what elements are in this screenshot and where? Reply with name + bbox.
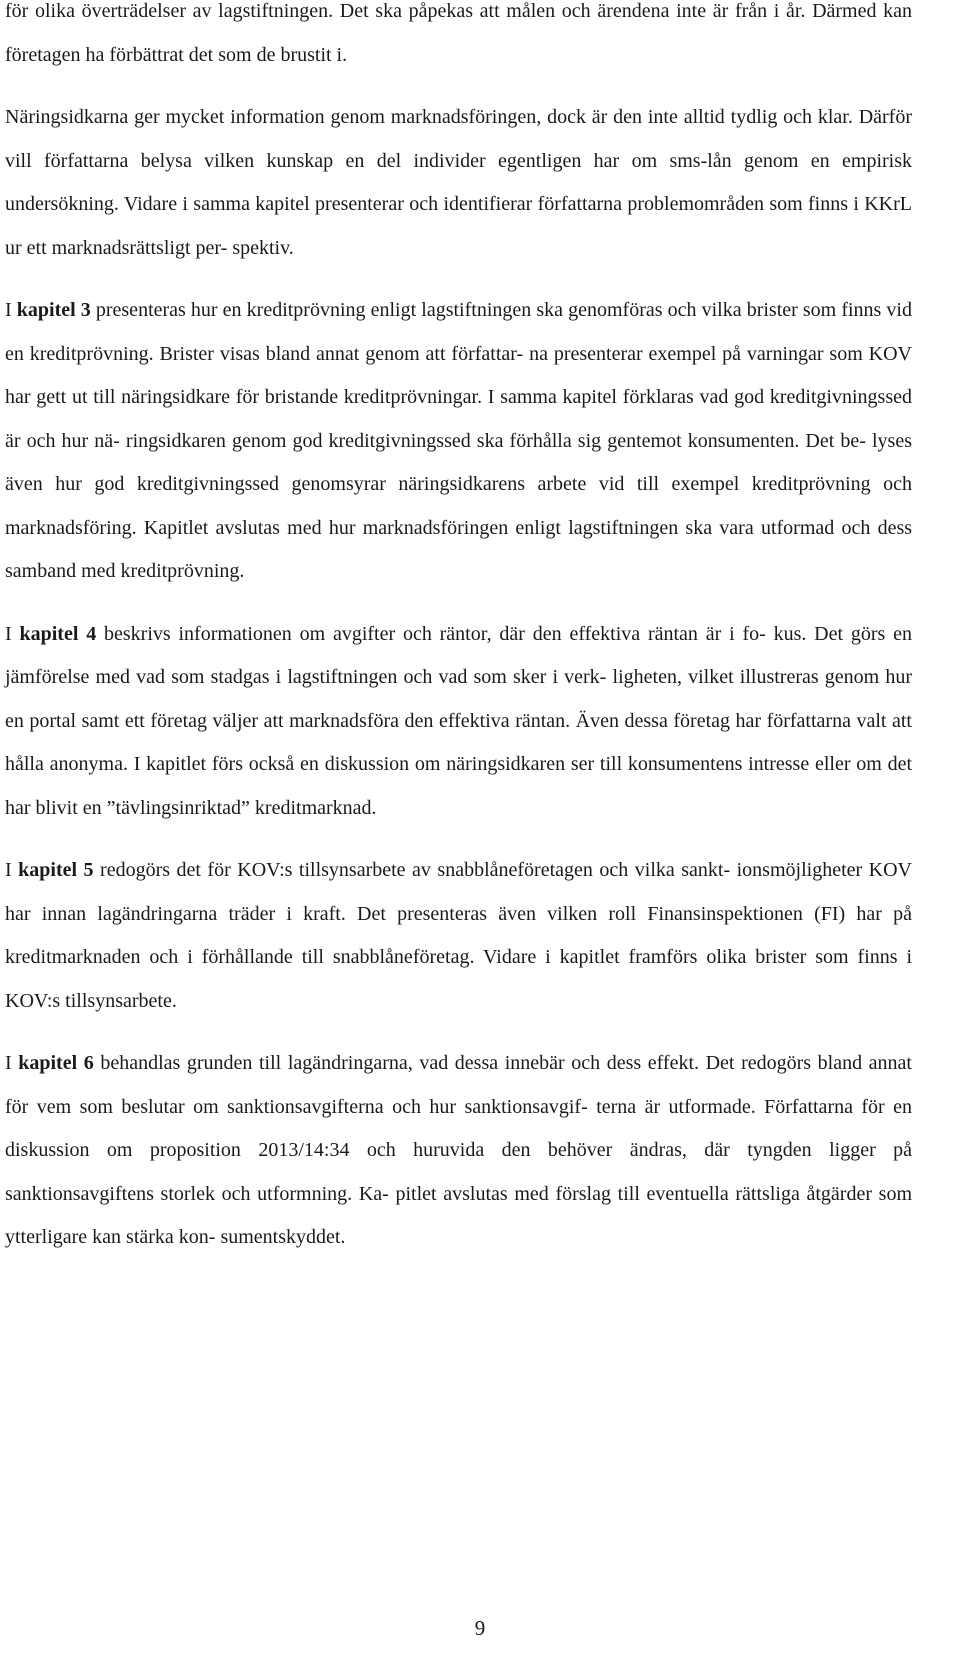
text-line: en ”tävlingsinriktad” kreditmarknad.: [82, 796, 377, 819]
text-fragment: I: [5, 859, 19, 881]
text-line: kreditprövningar. I samma kapitel förklaras vad god kreditgivningssed är och hur nä-: [5, 386, 912, 452]
text-line: för olika överträdelser av lagstiftningen. Det ska påpekas att målen och ärendena inte är: [5, 0, 729, 22]
text-line: Näringsidkarna ger mycket information genom marknadsföringen, dock är den inte alltid: [5, 106, 725, 128]
text-line: också en diskussion om näringsidkaren ser till konsumentens intresse eller om det har blivit: [5, 753, 913, 819]
text-fragment: beskrivs informationen om avgifter och räntor, där den effektiva räntan är i fo-: [96, 622, 766, 645]
text-line: Vidare i kapitlet framförs olika brister som finns i KOV:s tillsynsarbete.: [5, 946, 913, 1012]
text-line: roll Finansinspektionen (FI) har på kreditmarknaden och i förhållande till snabblåneföretag.: [5, 902, 913, 968]
chapter-reference: kapitel 4: [19, 622, 97, 645]
page-number: 9: [474, 1616, 486, 1640]
text-line: terna är utformade. Författarna för en diskussion om proposition 2013/14:34 och huruvida: [5, 1095, 913, 1161]
text-line: redogörs bland annat för vem som beslutar om sanktionsavgifterna och hur sanktionsavgif-: [5, 1052, 912, 1118]
chapter-reference: kapitel 6: [18, 1052, 94, 1074]
text-line: pitlet avslutas med förslag till eventuella rättsliga åtgärder som ytterligare kan stärka kon-: [5, 1182, 912, 1248]
paragraph-chapter-3: [5, 289, 912, 594]
text-line: lyses även hur god kreditgivningssed genomsyrar näringsidkarens arbete vid till exempel: [5, 429, 912, 495]
text-line: effektiva räntan. Även dessa företag har författarna valt att hålla anonyma. I kapitlet förs: [5, 709, 912, 775]
chapter-reference: kapitel 5: [18, 859, 94, 881]
text-line: ringsidkaren genom god kreditgivningssed ska förhålla sig gentemot konsumenten. Det be-: [125, 429, 866, 452]
paragraph-chapter-2-continued: [5, 96, 912, 270]
text-line: lagstiftningen ska vara utformad och dess samband med kreditprövning.: [5, 516, 913, 582]
text-line: från i år. Därmed kan företagen ha förbättrat det som de brustit i.: [5, 0, 913, 66]
text-line: identifierar författarna problemområden som finns i KKrL ur ett marknadsrättsligt per-: [5, 193, 912, 259]
paragraph-intro-continued: [5, 0, 912, 77]
text-line: ligheten, vilket illustreras genom hur en portal samt ett företag väljer att marknadsföra den: [5, 666, 913, 732]
text-fragment: I: [5, 299, 17, 321]
text-fragment: I: [5, 622, 20, 645]
text-line: kus. Det görs en jämförelse med vad som stadgas i lagstiftningen och vad som sker i verk-: [5, 622, 913, 688]
paragraph-chapter-4: [5, 613, 912, 831]
text-fragment: redogörs det för KOV:s tillsynsarbete av snabblåneföretagen och vilka sankt-: [93, 859, 731, 881]
paragraph-chapter-5: [5, 849, 912, 1023]
text-line: ionsmöjligheter KOV har innan lagändringarna träder i kraft. Det presenteras även vilken: [5, 859, 912, 925]
text-line: tydlig och klar. Därför vill författarna belysa vilken kunskap en del individer egentligen har: [5, 106, 913, 172]
text-line: om sms-lån genom en empirisk undersökning. Vidare i samma kapitel presenterar och: [5, 149, 912, 215]
text-line: sumentskyddet.: [220, 1226, 346, 1248]
document-page: [5, 0, 912, 1260]
text-line: kreditprövning och marknadsföring. Kapitlet avslutas med hur marknadsföringen enligt: [5, 473, 913, 539]
text-fragment: behandlas grunden till lagändringarna, vad dessa innebär och dess effekt. Det: [93, 1052, 735, 1074]
text-fragment: presenteras hur en kreditprövning enligt lagstiftningen ska genomföras och: [90, 299, 697, 321]
text-line: vilka brister som finns vid en kreditprövning. Brister visas bland annat genom att författar-: [5, 299, 912, 365]
paragraph-chapter-6: [5, 1042, 912, 1260]
chapter-reference: kapitel 3: [16, 299, 91, 321]
text-fragment: I: [5, 1052, 19, 1074]
text-line: na presenterar exempel på varningar som KOV har gett ut till näringsidkare för bristande: [5, 342, 912, 408]
text-line: den behöver ändras, där tyngden ligger på sanktionsavgiftens storlek och utformning. Ka-: [5, 1139, 913, 1205]
text-line: spektiv.: [232, 236, 294, 259]
